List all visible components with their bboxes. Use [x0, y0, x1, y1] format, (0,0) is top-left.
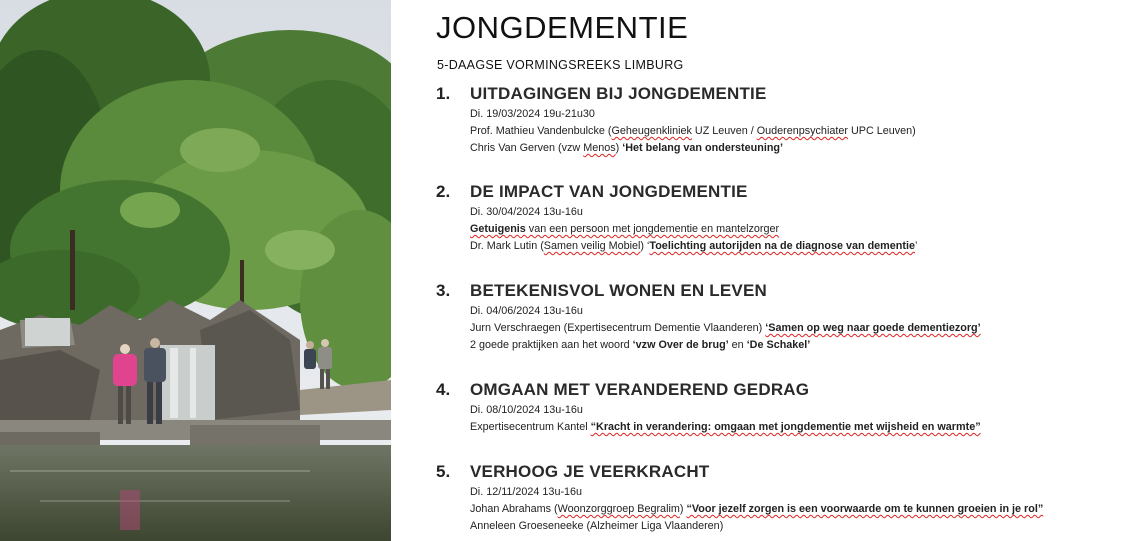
- section-number: 3.: [436, 281, 451, 300]
- section-number: 2.: [436, 182, 451, 201]
- section-5: [436, 462, 1126, 535]
- speaker-line: 2 goede praktijken aan het woord ‘vzw Over de brug’ en ‘De Schakel’: [470, 339, 811, 351]
- section-date: Di. 30/04/2024 13u-16u: [470, 206, 583, 218]
- page-title: JONGDEMENTIE: [436, 10, 689, 45]
- speaker-line: Dr. Mark Lutin (Samen veilig Mobiel) ‘Toelichting autorijden na de diagnose van dementie’: [470, 240, 918, 252]
- speaker-line: Expertisecentrum Kantel “Kracht in verandering: omgaan met jongdementie met wijsheid en warmte”: [470, 421, 981, 433]
- section-number: 4.: [436, 380, 451, 399]
- garden-waterfall-photo: [0, 0, 391, 541]
- document-page: [436, 0, 1126, 541]
- talk-title: ‘Samen op weg naar goede dementiezorg’: [765, 322, 981, 334]
- speaker-line: Anneleen Groeseneeke (Alzheimer Liga Vlaanderen): [470, 520, 724, 532]
- section-number: 5.: [436, 462, 451, 481]
- talk-title: “Voor jezelf zorgen is een voorwaarde om te kunnen groeien in je rol”: [686, 503, 1044, 515]
- section-4: [436, 380, 1126, 436]
- page-subtitle: 5-DAAGSE VORMINGSREEKS LIMBURG: [437, 58, 684, 72]
- talk-title: Toelichting autorijden na de diagnose van dementie: [649, 240, 915, 252]
- section-date: Di. 04/06/2024 13u-16u: [470, 305, 583, 317]
- talk-title: “Kracht in verandering: omgaan met jongdementie met wijsheid en warmte”: [590, 421, 981, 433]
- section-date: Di. 19/03/2024 19u-21u30: [470, 108, 595, 120]
- section-title: DE IMPACT VAN JONGDEMENTIE: [470, 182, 748, 201]
- speaker-line: Johan Abrahams (Woonzorggroep Begralim) “Voor jezelf zorgen is een voorwaarde om te kunnen groeien in je rol”: [470, 503, 1044, 515]
- speaker-line: Getuigenis van een persoon met jongdementie en mantelzorger: [470, 223, 780, 235]
- section-number: 1.: [436, 84, 451, 103]
- talk-title: ‘Het belang van ondersteuning’: [622, 142, 784, 154]
- speaker-line: Jurn Verschraegen (Expertisecentrum Dementie Vlaanderen) ‘Samen op weg naar goede dementiezorg’: [470, 322, 981, 334]
- photo-illustration: [0, 0, 391, 541]
- section-title: BETEKENISVOL WONEN EN LEVEN: [470, 281, 767, 300]
- section-title: UITDAGINGEN BIJ JONGDEMENTIE: [470, 84, 767, 103]
- section-3: [436, 281, 1126, 354]
- section-title: VERHOOG JE VEERKRACHT: [470, 462, 710, 481]
- speaker-line: Chris Van Gerven (vzw Menos) ‘Het belang van ondersteuning’: [470, 142, 784, 154]
- section-date: Di. 12/11/2024 13u-16u: [470, 486, 583, 498]
- section-2: [436, 182, 1126, 255]
- section-date: Di. 08/10/2024 13u-16u: [470, 404, 583, 416]
- section-title: OMGAAN MET VERANDEREND GEDRAG: [470, 380, 810, 399]
- section-1: [436, 84, 1126, 157]
- speaker-line: Prof. Mathieu Vandenbulcke (Geheugenkliniek UZ Leuven / Ouderenpsychiater UPC Leuven): [470, 125, 916, 137]
